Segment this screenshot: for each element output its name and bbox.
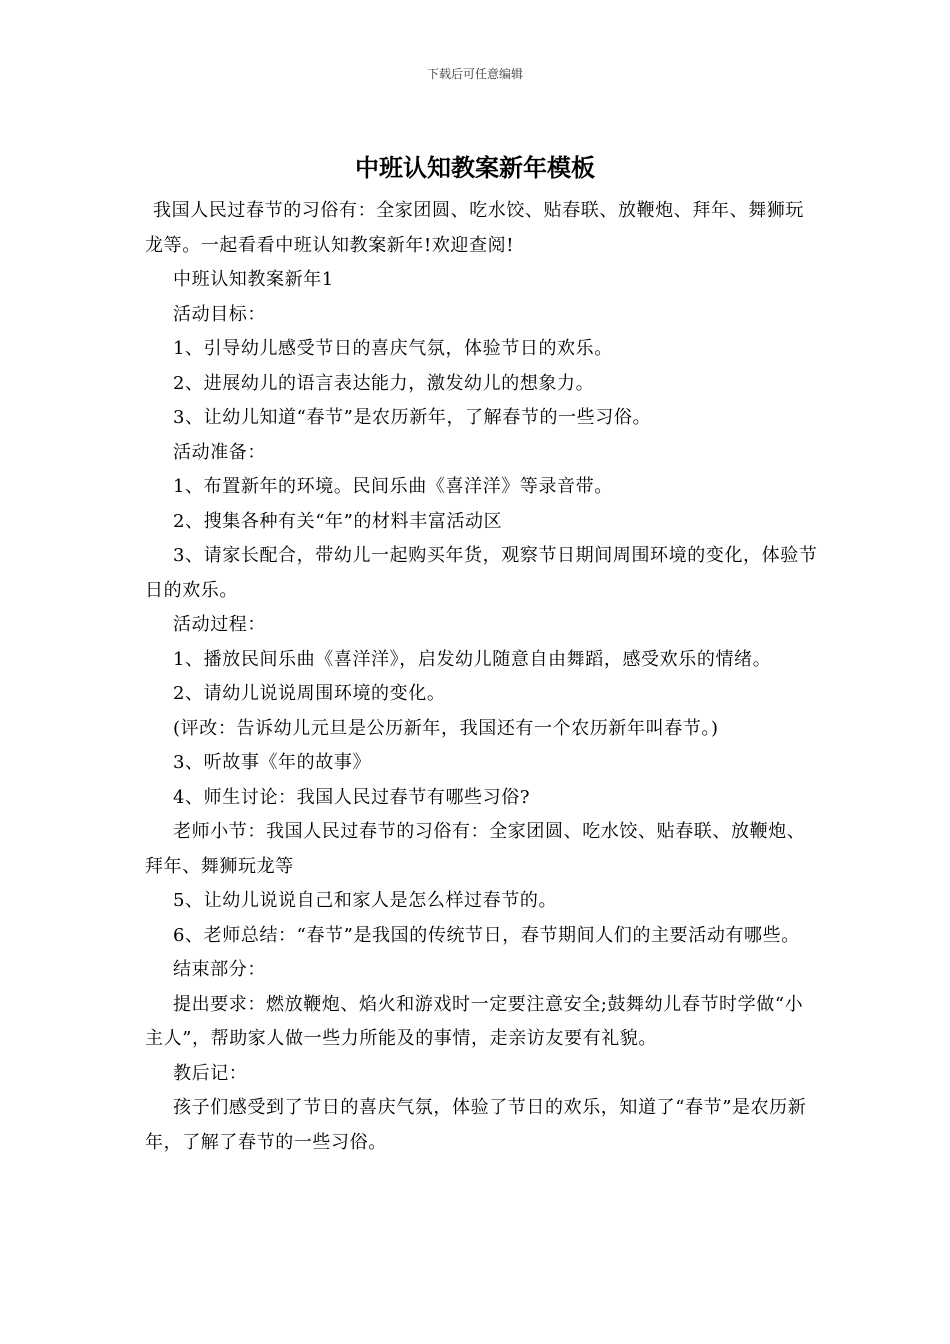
paragraph: 2、进展幼儿的语言表达能力，激发幼儿的想象力。 xyxy=(173,372,595,394)
paragraph: 3、请家长配合，带幼儿一起购买年货，观察节日期间周围环境的变化，体验节日的欢乐。 xyxy=(145,545,818,601)
paragraph: 1、播放民间乐曲《喜洋洋》，启发幼儿随意自由舞蹈，感受欢乐的情绪。 xyxy=(173,648,772,670)
subheading-ending: 结束部分： xyxy=(173,959,266,980)
paragraph: 4、师生讨论：我国人民过春节有哪些习俗? xyxy=(173,786,531,808)
paragraph: 2、搜集各种有关“年”的材料丰富活动区 xyxy=(173,510,503,532)
paragraph: 1、引导幼儿感受节日的喜庆气氛，体验节日的欢乐。 xyxy=(173,338,613,359)
paragraph: (评改：告诉幼儿元旦是公历新年，我国还有一个农历新年叫春节。) xyxy=(173,717,719,739)
paragraph: 2、请幼儿说说周围环境的变化。 xyxy=(173,683,446,704)
document-body xyxy=(145,194,820,1160)
paragraph: 3、听故事《年的故事》 xyxy=(173,752,372,773)
subheading-goals: 活动目标： xyxy=(173,303,266,325)
paragraph: 提出要求：燃放鞭炮、焰火和游戏时一定要注意安全;鼓舞幼儿春节时学做“小主人”，帮助家人做一些力所能及的事情，走亲访友要有礼貌。 xyxy=(145,993,804,1049)
paragraph: 孩子们感受到了节日的喜庆气氛，体验了节日的欢乐，知道了“春节”是农历新年，了解了春节的一些习俗。 xyxy=(145,1097,807,1153)
subheading-process: 活动过程： xyxy=(173,614,266,635)
header-note: 下载后可任意编辑 xyxy=(426,67,523,81)
intro-paragraph: 我国人民过春节的习俗有：全家团圆、吃水饺、贴春联、放鞭炮、拜年、舞狮玩龙等。一起看看中班认知教案新年!欢迎查阅! xyxy=(145,200,804,256)
subheading-reflection: 教后记： xyxy=(173,1062,248,1084)
section-heading: 中班认知教案新年1 xyxy=(173,269,334,290)
paragraph: 1、布置新年的环境。民间乐曲《喜洋洋》等录音带。 xyxy=(173,476,613,497)
paragraph: 老师小节：我国人民过春节的习俗有：全家团圆、吃水饺、贴春联、放鞭炮、拜年、舞狮玩龙等 xyxy=(145,821,806,877)
document-title: 中班认知教案新年模板 xyxy=(355,153,595,182)
paragraph: 6、老师总结：“春节”是我国的传统节日，春节期间人们的主要活动有哪些。 xyxy=(173,924,800,946)
subheading-preparation: 活动准备： xyxy=(173,441,266,463)
paragraph: 3、让幼儿知道“春节”是农历新年，了解春节的一些习俗。 xyxy=(173,407,652,428)
paragraph: 5、让幼儿说说自己和家人是怎么样过春节的。 xyxy=(173,890,558,911)
